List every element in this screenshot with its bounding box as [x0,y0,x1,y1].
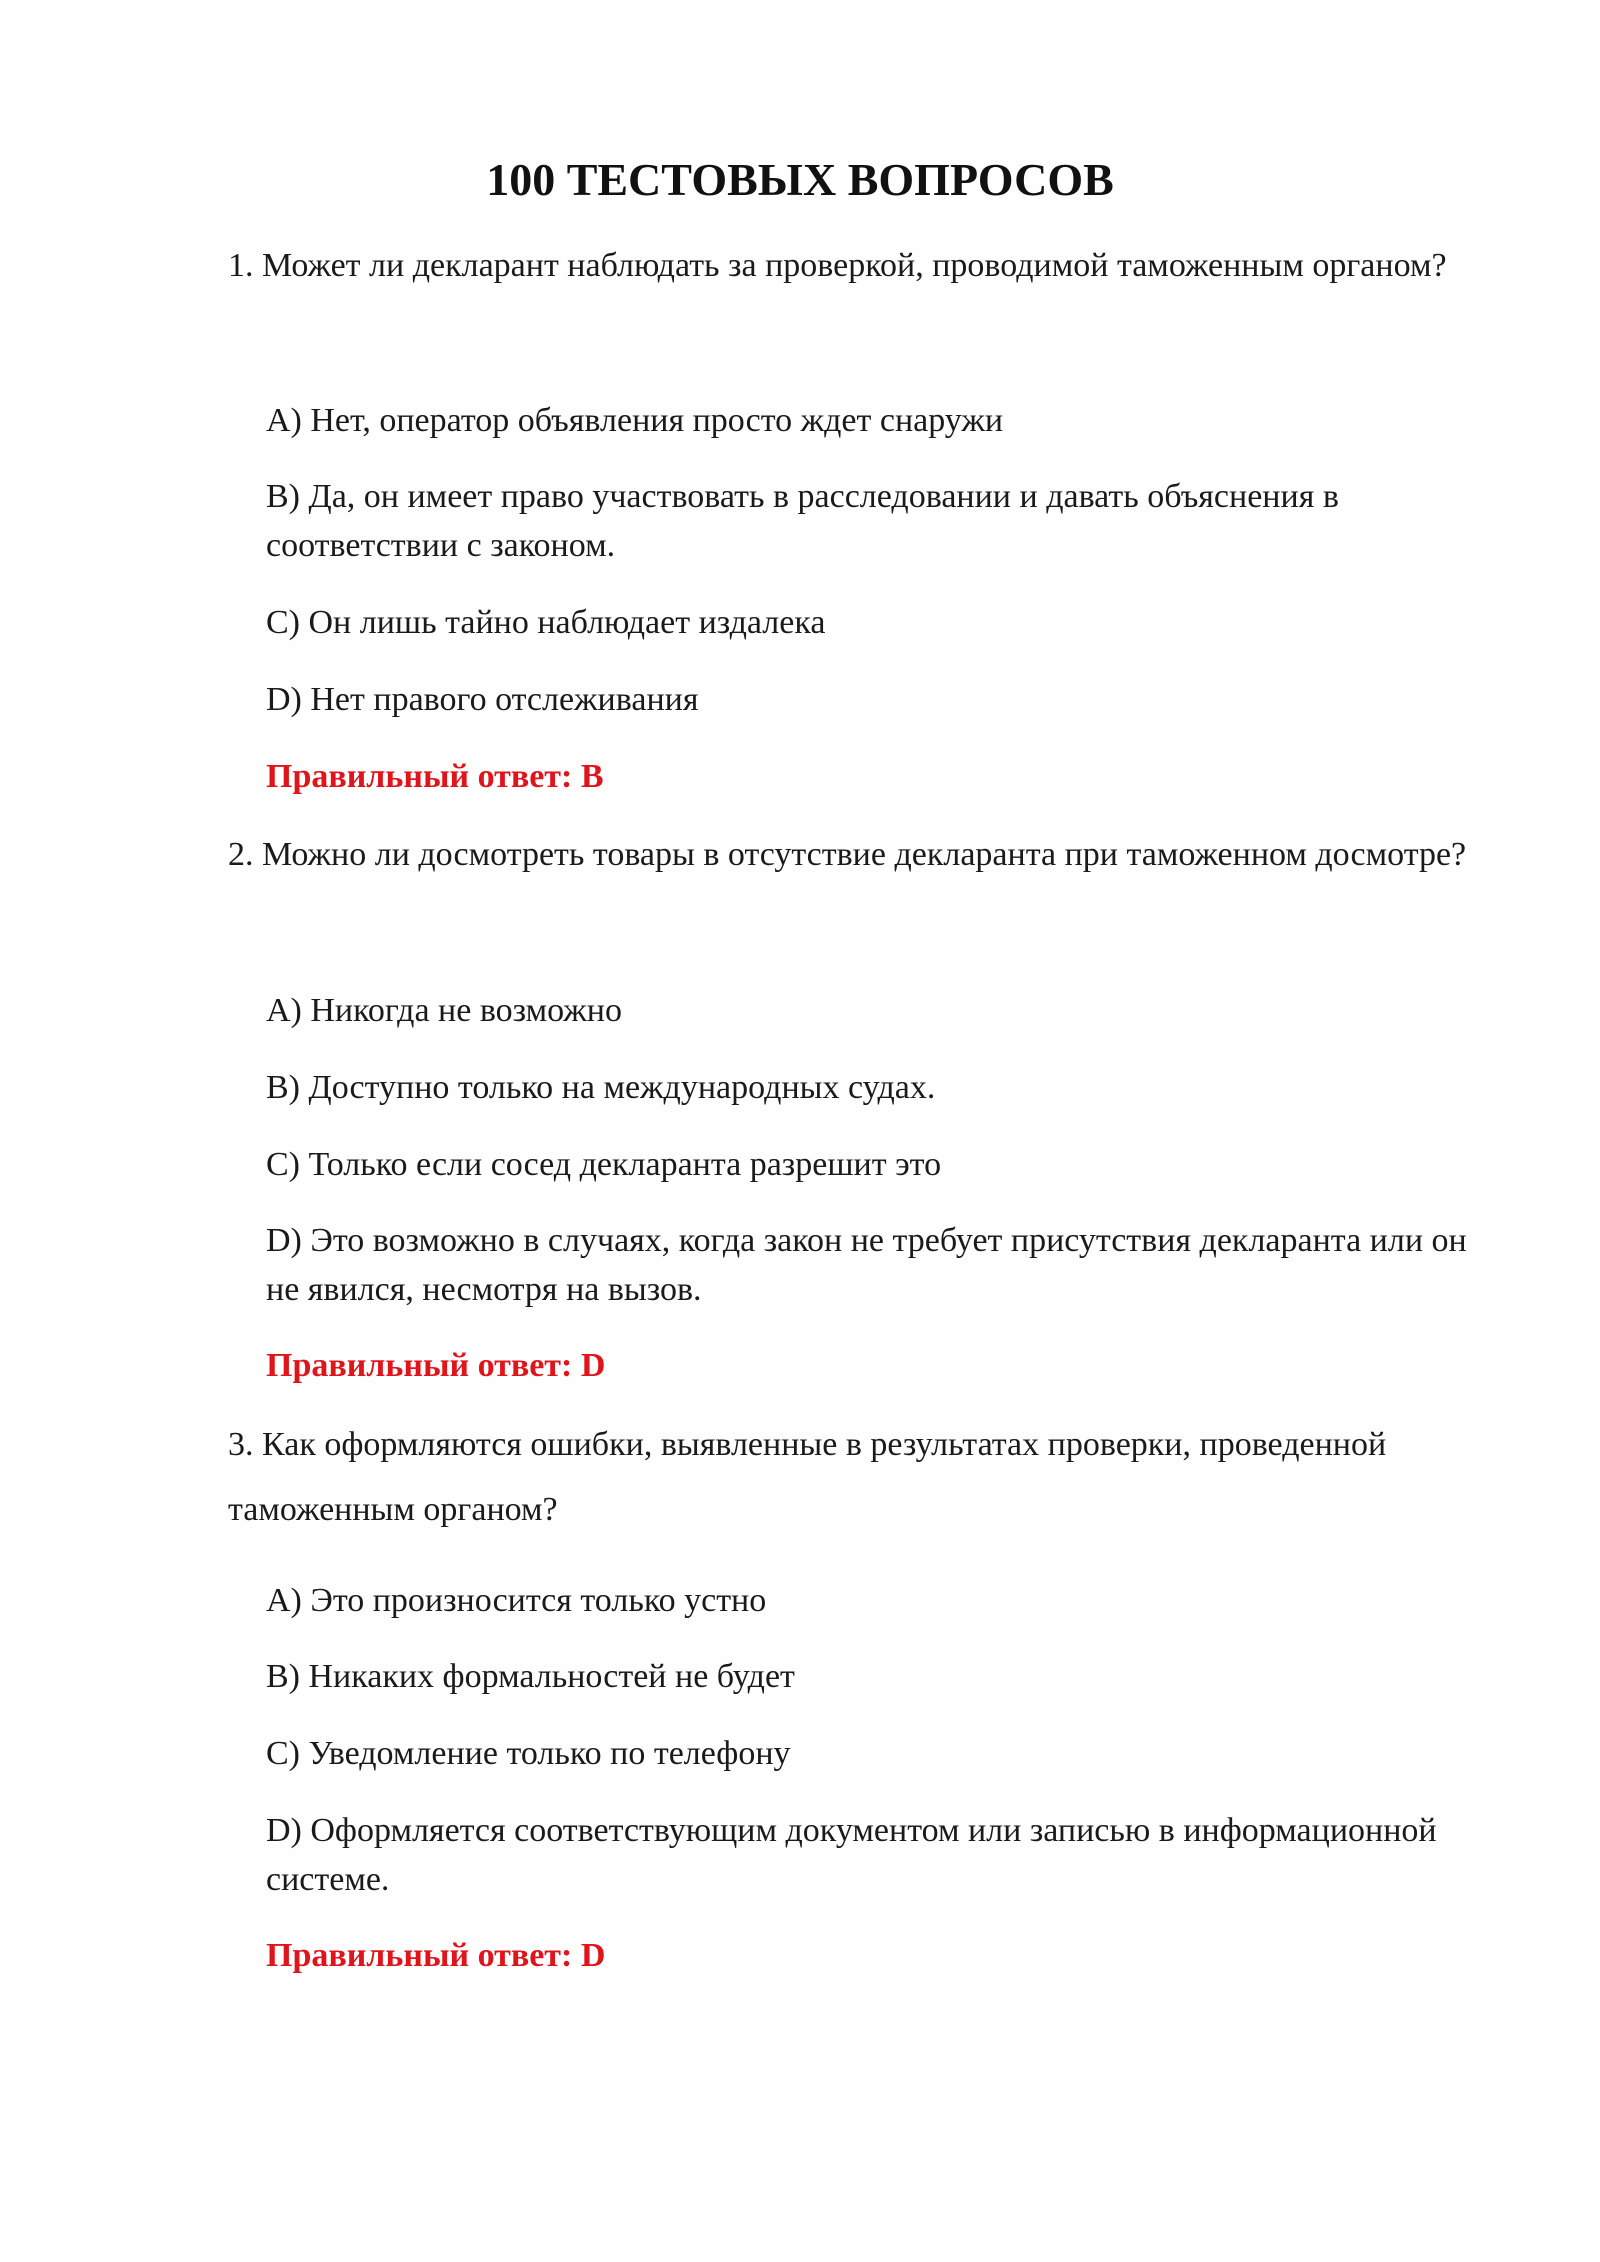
question-2-option-a: A) Никогда не возможно [266,992,622,1029]
question-1-text: 1. Может ли декларант наблюдать за проверкой, проводимой таможенным органом? [228,247,1447,284]
question-1-option-d: D) Нет правого отслеживания [266,681,699,718]
document-title: 100 ТЕСТОВЫХ ВОПРОСОВ [486,154,1114,205]
question-2-text: 2. Можно ли досмотреть товары в отсутствие декларанта при таможенном досмотре? [228,836,1467,873]
question-2-option-b: B) Доступно только на международных судах. [266,1069,936,1106]
question-3-option-d: D) Оформляется соответствующим документом или записью в информационной системе. [266,1812,1437,1898]
question-1-correct-answer: Правильный ответ: B [266,758,604,795]
question-1-option-b: B) Да, он имеет право участвовать в расследовании и давать объяснения в соответствии с законом. [266,478,1339,564]
question-3-correct-answer: Правильный ответ: D [266,1937,606,1974]
question-1-option-a: A) Нет, оператор объявления просто ждет снаружи [266,402,1004,439]
question-3-option-a: A) Это произносится только устно [266,1582,767,1619]
question-3-option-b: B) Никаких формальностей не будет [266,1658,795,1695]
question-2-option-d: D) Это возможно в случаях, когда закон не требует присутствия декларанта или он не явился, несмотря на вызов. [266,1222,1467,1308]
question-3-option-c: C) Уведомление только по телефону [266,1735,791,1772]
question-3-text: 3. Как оформляются ошибки, выявленные в результатах проверки, проведенной таможенным органом? [228,1426,1387,1528]
question-2-option-c: C) Только если сосед декларанта разрешит это [266,1146,942,1183]
question-2-correct-answer: Правильный ответ: D [266,1347,606,1384]
question-1-option-c: C) Он лишь тайно наблюдает издалека [266,604,826,641]
